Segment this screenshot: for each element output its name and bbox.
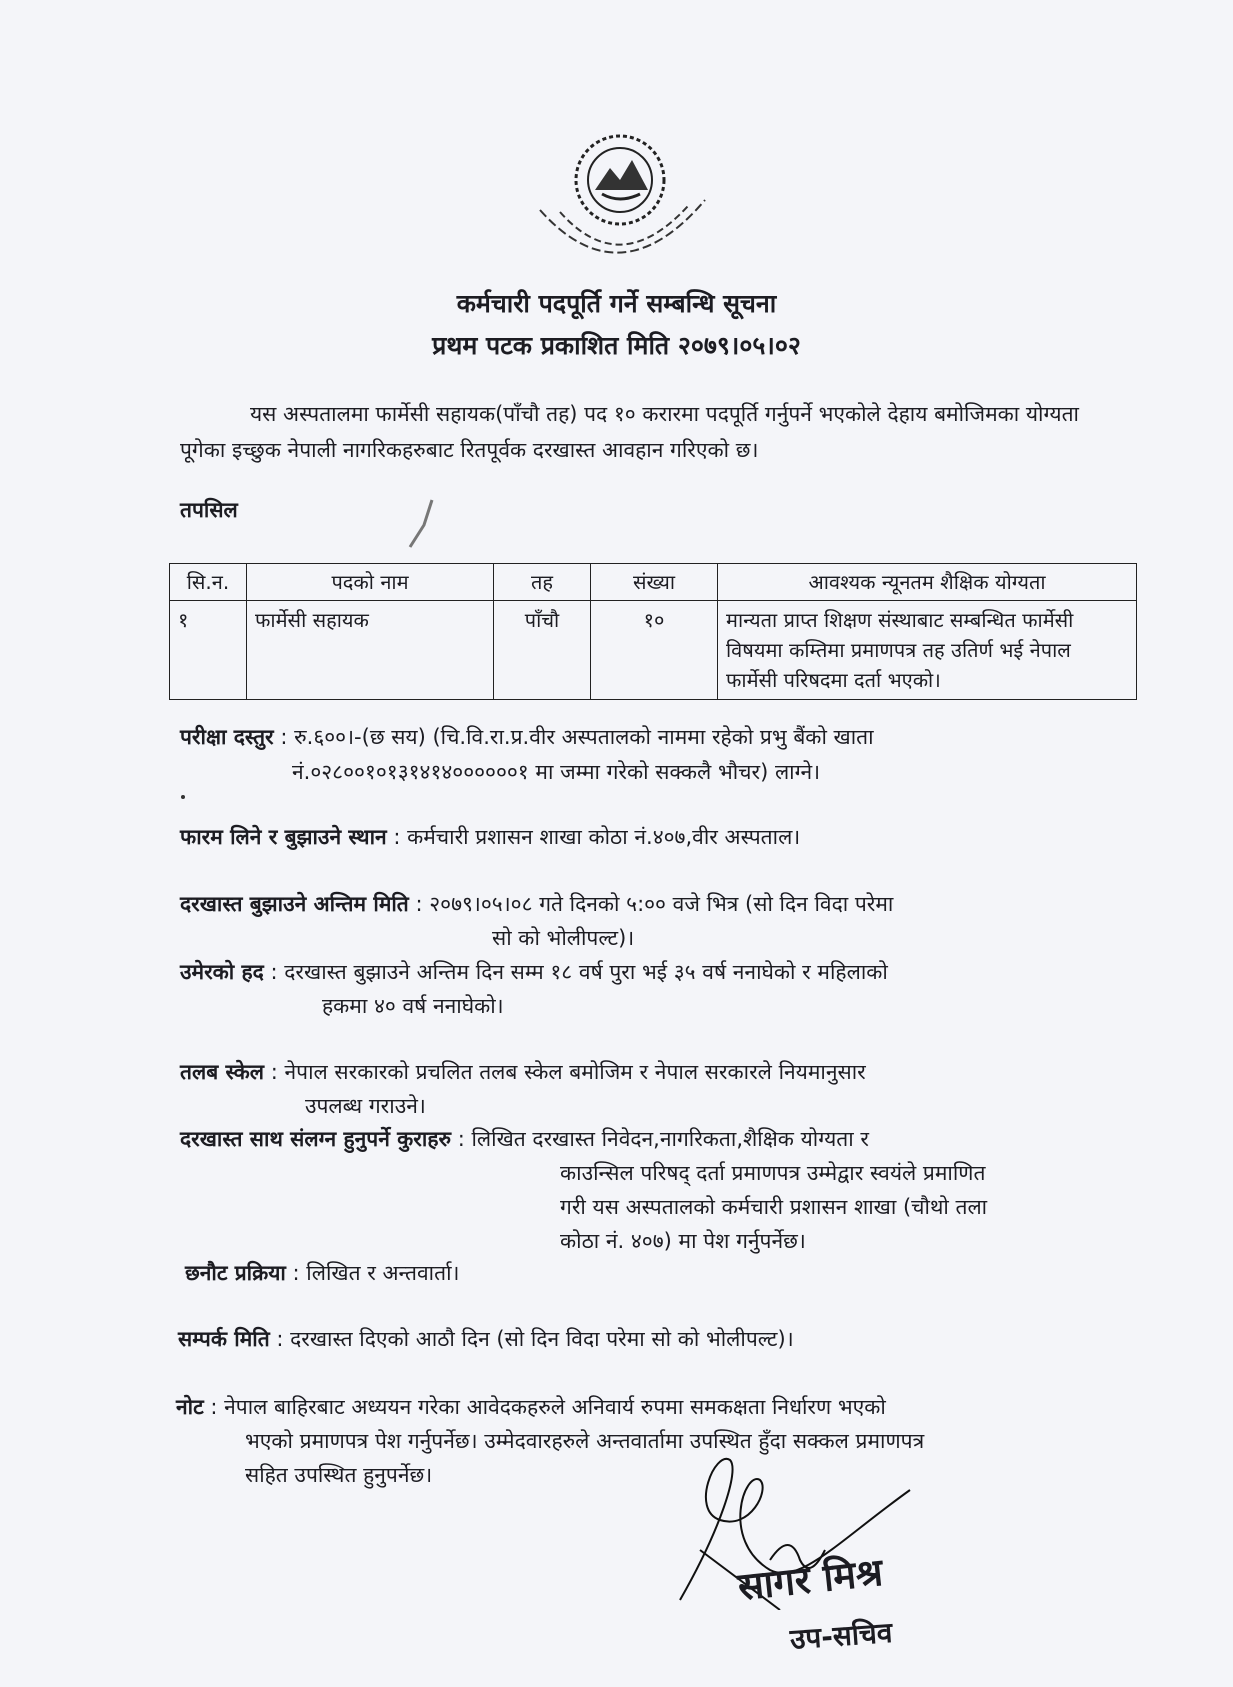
signatory-name: सागर मिश्र: [735, 1549, 885, 1609]
selection-text: : लिखित र अन्तवार्ता।: [292, 1261, 460, 1285]
age-entry: [180, 955, 888, 989]
salary-label: तलब स्केल: [180, 1060, 265, 1084]
fee-label: परीक्षा दस्तुर: [180, 725, 274, 749]
selection-entry: [185, 1256, 459, 1290]
header-level: तह: [494, 564, 591, 601]
posts-table: [169, 563, 1137, 700]
place-text: : कर्मचारी प्रशासन शाखा कोठा नं.४०७,वीर अस्पताल।: [393, 825, 801, 849]
fee-text-continued: नं.०२८००१०१३१४१४००००००१ मा जम्मा गरेको सक्कलै भौचर) लाग्ने।: [292, 760, 821, 784]
note-text: : नेपाल बाहिरबाट अध्ययन गरेका आवेदकहरुले अनिवार्य रुपमा समकक्षता निर्धारण भएको: [210, 1395, 886, 1419]
header-sn: सि.न.: [170, 564, 247, 601]
salary-text-continued: उपलब्ध गराउने।: [305, 1094, 426, 1118]
signatory-designation: उप-सचिव: [788, 1615, 894, 1656]
deadline-entry: [180, 887, 893, 921]
deadline-text-continued: सो को भोलीपल्ट)।: [492, 926, 635, 950]
note-text-line2: भएको प्रमाणपत्र पेश गर्नुपर्नेछ। उम्मेदवारहरुले अन्तवार्तामा उपस्थित हुँदा सक्कल प्रमाणपत्र: [245, 1429, 925, 1453]
fee-text: : रु.६००।-(छ सय) (चि.वि.रा.प्र.वीर अस्पतालको नाममा रहेको प्रभु बैंको खाता: [280, 725, 874, 749]
age-label: उमेरको हद: [180, 960, 264, 984]
age-text: : दरखास्त बुझाउने अन्तिम दिन सम्म १८ वर्ष पुरा भई ३५ वर्ष ननाघेको र महिलाको: [270, 960, 888, 984]
header-count: संख्या: [591, 564, 718, 601]
documents-text-line4: कोठा नं. ४०७) मा पेश गर्नुपर्नेछ।: [560, 1229, 806, 1253]
contact-entry: [178, 1322, 794, 1356]
cell-level: पाँचौ: [494, 601, 591, 700]
salary-entry: [180, 1055, 866, 1089]
note-text-line3: सहित उपस्थित हुनुपर्नेछ।: [245, 1463, 433, 1487]
government-seal-icon: [510, 120, 730, 290]
smudge-mark-icon: [402, 495, 442, 555]
documents-entry: [180, 1122, 869, 1156]
header-qualification: आवश्यक न्यूनतम शैक्षिक योग्यता: [718, 564, 1137, 601]
header-post: पदको नाम: [247, 564, 494, 601]
cell-qualification: मान्यता प्राप्त शिक्षण संस्थाबाट सम्बन्धित फार्मेसी विषयमा कम्तिमा प्रमाणपत्र तह उतिर्ण भई नेपाल फार्मेसी परिषदमा दर्ता भएको।: [718, 601, 1137, 700]
documents-label: दरखास्त साथ संलग्न हुनुपर्ने कुराहरु: [180, 1127, 452, 1151]
documents-text-line2: काउन्सिल परिषद् दर्ता प्रमाणपत्र उम्मेद्वार स्वयंले प्रमाणित: [560, 1161, 986, 1185]
publication-date: प्रथम पटक प्रकाशित मिति २०७९।०५।०२: [432, 331, 801, 360]
salary-text: : नेपाल सरकारको प्रचलित तलब स्केल बमोजिम र नेपाल सरकारले नियमानुसार: [270, 1060, 866, 1084]
table-row: [170, 601, 1137, 700]
age-text-continued: हकमा ४० वर्ष ननाघेको।: [322, 994, 504, 1018]
selection-label: छनौट प्रक्रिया: [185, 1261, 286, 1285]
cell-sn: १: [170, 601, 247, 700]
contact-text: : दरखास्त दिएको आठौ दिन (सो दिन विदा परेमा सो को भोलीपल्ट)।: [276, 1327, 794, 1351]
cell-count: १०: [591, 601, 718, 700]
contact-label: सम्पर्क मिति: [178, 1327, 270, 1351]
stray-dot: [181, 795, 185, 799]
page-title: कर्मचारी पदपूर्ति गर्ने सम्बन्धि सूचना: [456, 289, 777, 318]
details-heading: तपसिल: [180, 498, 238, 522]
note-label: नोट: [176, 1395, 204, 1419]
intro-paragraph: यस अस्पतालमा फार्मेसी सहायक(पाँचौ तह) पद १० करारमा पदपूर्ति गर्नुपर्ने भएकोले देहाय बमोजिमका योग्यता पूगेका इच्छुक नेपाली नागरिकहरुबाट रितपूर्वक दरखास्त आवहान गरिएको छ।: [180, 402, 1079, 462]
note-entry: [176, 1390, 886, 1424]
fee-entry: [180, 720, 874, 754]
cell-post: फार्मेसी सहायक: [247, 601, 494, 700]
deadline-label: दरखास्त बुझाउने अन्तिम मिति: [180, 892, 409, 916]
deadline-text: : २०७९।०५।०८ गते दिनको ५:०० वजे भित्र (सो दिन विदा परेमा: [415, 892, 894, 916]
documents-text-line3: गरी यस अस्पतालको कर्मचारी प्रशासन शाखा (चौथो तला: [560, 1195, 988, 1219]
documents-text: : लिखित दरखास्त निवेदन,नागरिकता,शैक्षिक योग्यता र: [457, 1127, 869, 1151]
place-entry: [180, 820, 800, 854]
place-label: फारम लिने र बुझाउने स्थान: [180, 825, 387, 849]
table-header-row: [170, 564, 1137, 601]
